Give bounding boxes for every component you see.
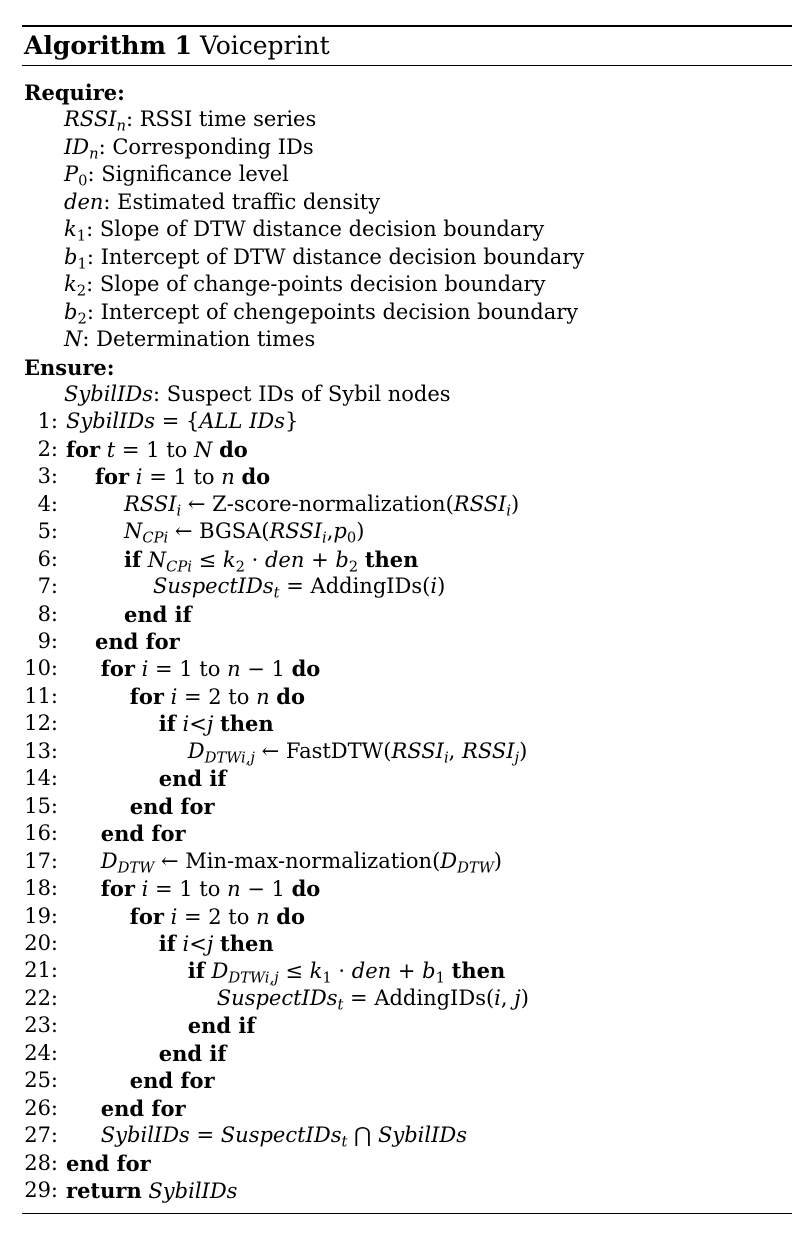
algorithm-step: [0, 930, 811, 957]
algorithm-step: [0, 875, 811, 902]
algorithm-step: [0, 546, 811, 576]
require-item-text: [64, 244, 584, 271]
step-number: 8:: [37, 601, 58, 626]
require-symbol: k: [64, 272, 77, 297]
require-item: [0, 106, 811, 133]
step-number: 5:: [37, 519, 58, 544]
step-content: if i<j then: [158, 930, 274, 956]
step-content: $N_{CPi}$ ← $BGSA(RSSI_i,p_0)$: [124, 519, 365, 547]
require-symbol: k: [64, 217, 77, 242]
require-symbol: N: [64, 327, 83, 352]
step-number: 21:: [24, 958, 58, 983]
algorithm-step: [0, 573, 811, 600]
step-number: 10:: [24, 656, 58, 681]
algorithm-name: Voiceprint: [199, 31, 330, 60]
algorithm-step: [0, 793, 811, 820]
algorithm-step: [0, 518, 811, 545]
step-number: 23:: [24, 1013, 58, 1038]
require-description: : Estimated traffic density: [103, 189, 381, 214]
top-rule: [22, 25, 792, 27]
require-item-text: [64, 326, 315, 353]
algorithm-step: [0, 1067, 811, 1094]
step-number: 6:: [37, 546, 58, 571]
require-symbol: den: [64, 189, 104, 214]
step-number: 3:: [37, 464, 58, 489]
ensure-description: : Suspect IDs of Sybil nodes: [153, 381, 451, 406]
require-subscript: n: [89, 145, 99, 163]
step-number: 7:: [37, 574, 58, 599]
require-item-text: [64, 299, 578, 326]
step-content: $D_{DTWi,j}$ ← $FastDTW(RSSI_i$, $RSSI_j$): [187, 738, 528, 767]
step-content: end if: [158, 1040, 227, 1066]
require-symbol: b: [64, 244, 78, 269]
require-subscript: 1: [76, 227, 87, 245]
algorithm-label: Algorithm 1: [24, 31, 192, 60]
algorithm-step: [0, 903, 811, 930]
step-content: for i = 1 to n − 1 do: [100, 656, 321, 682]
algorithm-step: [0, 738, 811, 765]
ensure-label: Ensure:: [24, 354, 115, 380]
require-symbol: P: [64, 162, 79, 187]
bottom-rule: [22, 1213, 792, 1214]
algorithm-step: [0, 491, 811, 518]
step-content: return SybilIDs: [66, 1178, 238, 1203]
step-content: if $N_{CPi} \le k_2$ · den + $b_2$ then: [124, 546, 419, 576]
require-subscript: 1: [77, 255, 87, 273]
step-content: SuspectIDs$_t$ = AddingIDs(i, j): [216, 985, 529, 1014]
algorithm-title: [24, 30, 330, 62]
step-content: if $D_{DTWi,j} \le k_1$ · den + $b_1$ then: [187, 958, 506, 987]
step-content: end for: [100, 1095, 186, 1121]
require-symbol: b: [64, 299, 78, 324]
step-number: 24:: [24, 1040, 58, 1065]
step-number: 29:: [24, 1178, 58, 1202]
require-subscript: 2: [76, 282, 87, 300]
step-number: 28:: [24, 1150, 58, 1175]
algorithm-step: [0, 985, 811, 1012]
algorithm-step: [0, 1122, 811, 1149]
step-number: 9:: [37, 629, 58, 653]
require-symbol: RSSI: [64, 107, 117, 132]
require-description: : Significance level: [87, 162, 289, 187]
step-content: for i = 2 to n do: [129, 683, 305, 709]
algorithm-step: [0, 601, 811, 628]
require-item: [0, 189, 811, 216]
step-content: $D_{DTW}$ ← Min-$\max-normalization(D_{DTW})$: [100, 848, 502, 876]
require-item: [0, 161, 811, 188]
step-content: end for: [100, 821, 186, 847]
step-number: 14:: [24, 766, 58, 791]
algorithm-step: [0, 765, 811, 792]
algorithm-step: [0, 848, 811, 875]
require-description: : Intercept of chengepoints decision boundary: [86, 299, 579, 324]
ensure-item-text: [64, 381, 451, 408]
algorithm-step: [0, 436, 811, 463]
algorithm-step: [0, 1177, 811, 1204]
require-item-text: [64, 271, 545, 298]
ensure-item: [0, 381, 811, 408]
algorithm-step: [0, 820, 811, 847]
algorithm-step: [0, 683, 811, 710]
step-number: 27:: [24, 1123, 58, 1148]
step-number: 1:: [37, 409, 58, 434]
require-description: : RSSI time series: [125, 107, 317, 132]
require-item: [0, 326, 811, 353]
require-item-text: [64, 189, 380, 216]
step-content: end for: [95, 629, 180, 654]
step-content: SybilIDs = {ALL IDs}: [66, 409, 299, 434]
step-content: SuspectIDs$_t$ = AddingIDs(i): [153, 574, 446, 602]
step-content: end if: [187, 1013, 256, 1039]
require-description: : Determination times: [82, 327, 316, 352]
require-item-text: [64, 216, 544, 243]
ensure-heading: [0, 354, 811, 381]
step-content: if i<j then: [158, 711, 274, 737]
require-description: : Corresponding IDs: [98, 134, 314, 159]
step-content: for i = 1 to n − 1 do: [100, 876, 321, 902]
step-content: for t = 1 to N do: [66, 436, 248, 462]
title-rule: [22, 65, 792, 66]
step-number: 4:: [37, 491, 58, 516]
require-subscript: 2: [77, 310, 87, 327]
require-item: [0, 271, 811, 298]
require-subscript: 0: [78, 172, 88, 190]
step-number: 26:: [24, 1095, 58, 1120]
step-content: end for: [66, 1150, 151, 1176]
algorithm-step: [0, 1040, 811, 1067]
step-content: end if: [158, 766, 227, 792]
require-item: [0, 244, 811, 271]
require-item-text: [64, 106, 316, 133]
require-description: : Slope of change-points decision boundary: [86, 272, 546, 297]
algorithm-step: [0, 408, 811, 435]
step-number: 17:: [24, 848, 58, 873]
require-heading: [0, 79, 811, 106]
algorithm-step: [0, 655, 811, 682]
step-number: 2:: [37, 436, 58, 461]
step-number: 13:: [24, 738, 58, 763]
require-item: [0, 299, 811, 326]
algorithm-step: [0, 710, 811, 737]
require-subscript: n: [116, 117, 126, 135]
require-label: Require:: [24, 80, 125, 105]
require-item-text: [64, 161, 289, 188]
algorithm-step: [0, 628, 811, 655]
require-item-text: [64, 134, 314, 161]
require-description: : Intercept of DTW distance decision boundary: [86, 244, 585, 269]
ensure-symbol: SybilIDs: [64, 381, 154, 406]
step-content: end for: [129, 1068, 215, 1094]
step-content: end if: [124, 601, 192, 627]
step-number: 19:: [24, 903, 58, 928]
algorithm-step: [0, 1095, 811, 1122]
algorithm-step: [0, 957, 811, 987]
step-number: 22:: [24, 985, 58, 1010]
algorithm-step: [0, 1012, 811, 1039]
step-content: SybilIDs = SuspectIDs$_t$ ⋂ SybilIDs: [100, 1123, 467, 1151]
step-number: 12:: [24, 711, 58, 736]
step-content: $RSSI_i$ ← $Z-score-normalization(RSSI_i)$: [124, 491, 520, 520]
step-number: 15:: [24, 793, 58, 818]
require-symbol: ID: [64, 134, 90, 159]
step-number: 16:: [24, 821, 58, 846]
step-content: for i = 2 to n do: [129, 903, 305, 929]
step-content: for i = 1 to n do: [95, 464, 271, 490]
algorithm-step: [0, 1150, 811, 1177]
require-item: [0, 134, 811, 161]
step-number: 20:: [24, 930, 58, 955]
step-content: end for: [129, 793, 215, 819]
step-number: 18:: [24, 876, 58, 901]
algorithm-step: [0, 463, 811, 490]
require-description: : Slope of DTW distance decision boundary: [86, 217, 545, 242]
step-number: 11:: [24, 683, 58, 708]
step-number: 25:: [24, 1068, 58, 1093]
require-item: [0, 216, 811, 243]
